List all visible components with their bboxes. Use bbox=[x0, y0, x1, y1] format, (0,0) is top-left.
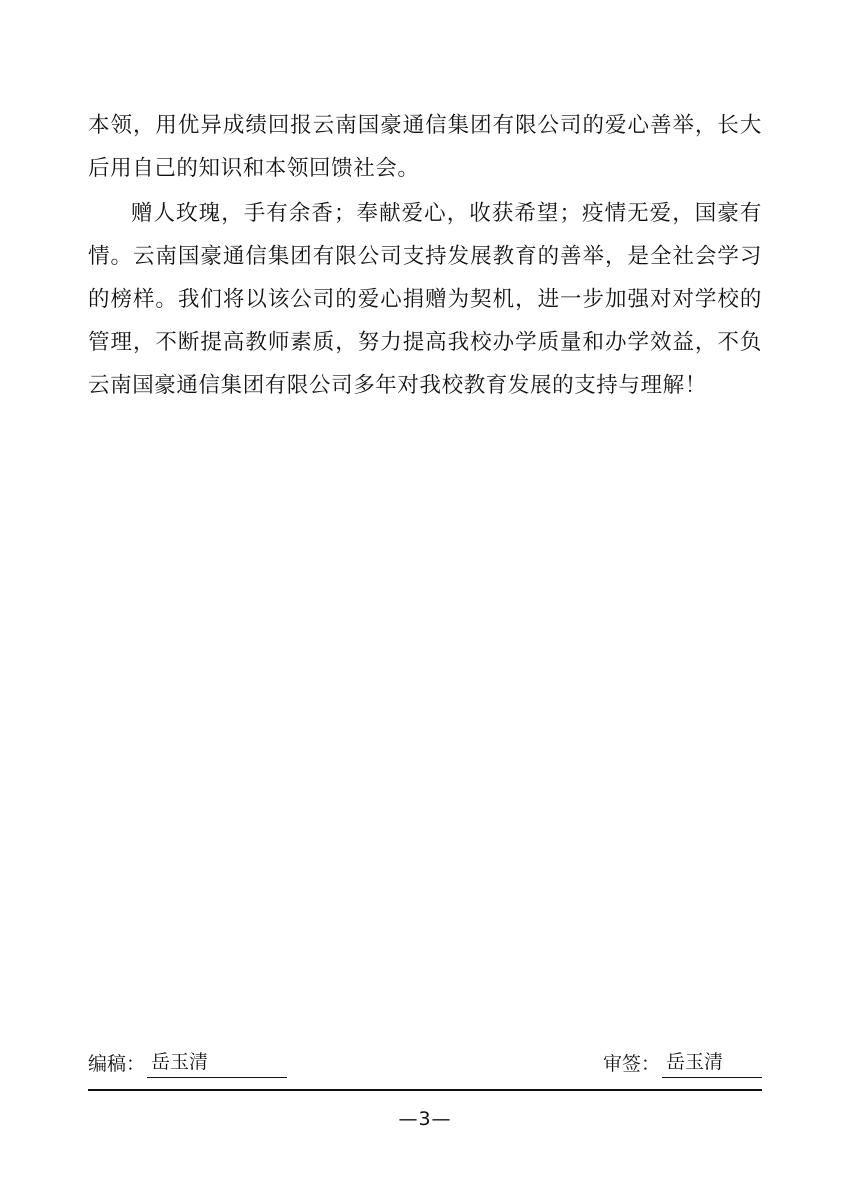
footer-divider bbox=[88, 1089, 762, 1091]
editor-signature bbox=[88, 1048, 287, 1078]
signature-row bbox=[88, 1048, 762, 1078]
reviewer-name: 岳玉清 bbox=[662, 1048, 762, 1078]
reviewer-label: 审签： bbox=[602, 1053, 660, 1075]
editor-label: 编稿： bbox=[88, 1053, 146, 1075]
page-number: —3— bbox=[398, 1108, 452, 1130]
paragraph-closing: 赠人玫瑰，手有余香；奉献爱心，收获希望；疫情无爱，国豪有情。云南国豪通信集团有限公司支持发展教育的善举，是全社会学习的榜样。我们将以该公司的爱心捐赠为契机，进一步加强对对学校的管理，不断提高教师素质，努力提高我校办学质量和办学效益，不负云南国豪通信集团有限公司多年对我校教育发展的支持与理解！ bbox=[88, 201, 762, 398]
document-body bbox=[88, 104, 762, 407]
paragraph-continued: 本领，用优异成绩回报云南国豪通信集团有限公司的爱心善举，长大后用自己的知识和本领回馈社会。 bbox=[88, 113, 762, 181]
reviewer-signature bbox=[603, 1048, 762, 1078]
editor-name: 岳玉清 bbox=[147, 1048, 287, 1078]
document-footer bbox=[88, 1048, 762, 1078]
